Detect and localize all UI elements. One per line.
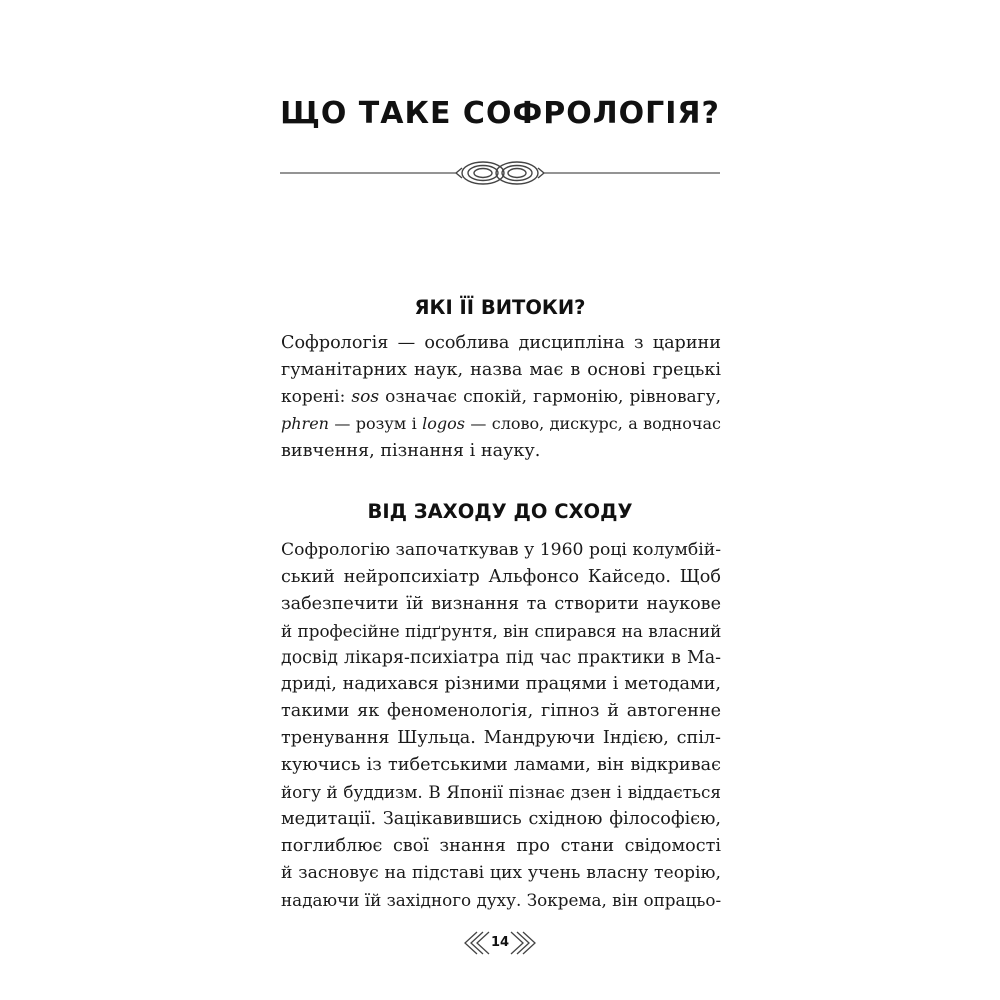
page-number: 14 xyxy=(490,935,510,950)
text-line: досвід лікаря-психіатра під час практики в Ма- xyxy=(281,647,721,668)
text-line: й засновує на підставі цих учень власну теорію, xyxy=(281,862,721,883)
text-line: й професійне підґрунтя, він спирався на власний xyxy=(281,620,722,641)
text-line: Софрологія — особлива дисципліна з царини xyxy=(281,333,721,353)
ornament-divider xyxy=(280,156,720,190)
section-west-to-east-text xyxy=(281,537,721,913)
page-footer xyxy=(455,928,545,958)
text-line: тренування Шульца. Мандруючи Індією, спіл- xyxy=(281,728,721,749)
text-line: куючись із тибетськими ламами, він відкриває xyxy=(281,755,721,776)
text-line: надаючи їй західного духу. Зокрема, він опрацьо- xyxy=(281,889,722,910)
text-line: йогу й буддизм. В Японії пізнає дзен і віддається xyxy=(281,782,721,803)
text-line: дриді, надихався різними працями і методами, xyxy=(281,674,721,695)
text-line: phren — розум і logos — слово, дискурс, а водночас xyxy=(281,413,722,433)
text-line: такими як феноменологія, гіпноз й автогенне xyxy=(281,701,721,722)
text-line: вивчення, пізнання і науку. xyxy=(281,440,541,461)
text-line: поглиблює свої знання про стани свідомості xyxy=(281,835,721,856)
text-line: медитації. Зацікавившись східною філософією, xyxy=(281,808,721,829)
text-line: корені: sos означає спокій, гармонію, рівновагу, xyxy=(281,386,721,407)
text-line: Софрологію започаткував у 1960 році колумбій- xyxy=(281,540,721,560)
text-line: забезпечити їй визнання та створити наукове xyxy=(281,593,721,614)
text-line: ський нейропсихіатр Альфонсо Кайседо. Щоб xyxy=(281,566,721,587)
section-heading-west-to-east: ВІД ЗАХОДУ ДО СХОДУ xyxy=(367,500,633,523)
section-heading-origins: ЯКІ ЇЇ ВИТОКИ? xyxy=(414,296,586,319)
text-line: гуманітарних наук, назва має в основі грецькі xyxy=(281,359,721,380)
section-origins-text xyxy=(281,330,721,464)
chapter-title: ЩО ТАКЕ СОФРОЛОГІЯ? xyxy=(280,96,720,131)
